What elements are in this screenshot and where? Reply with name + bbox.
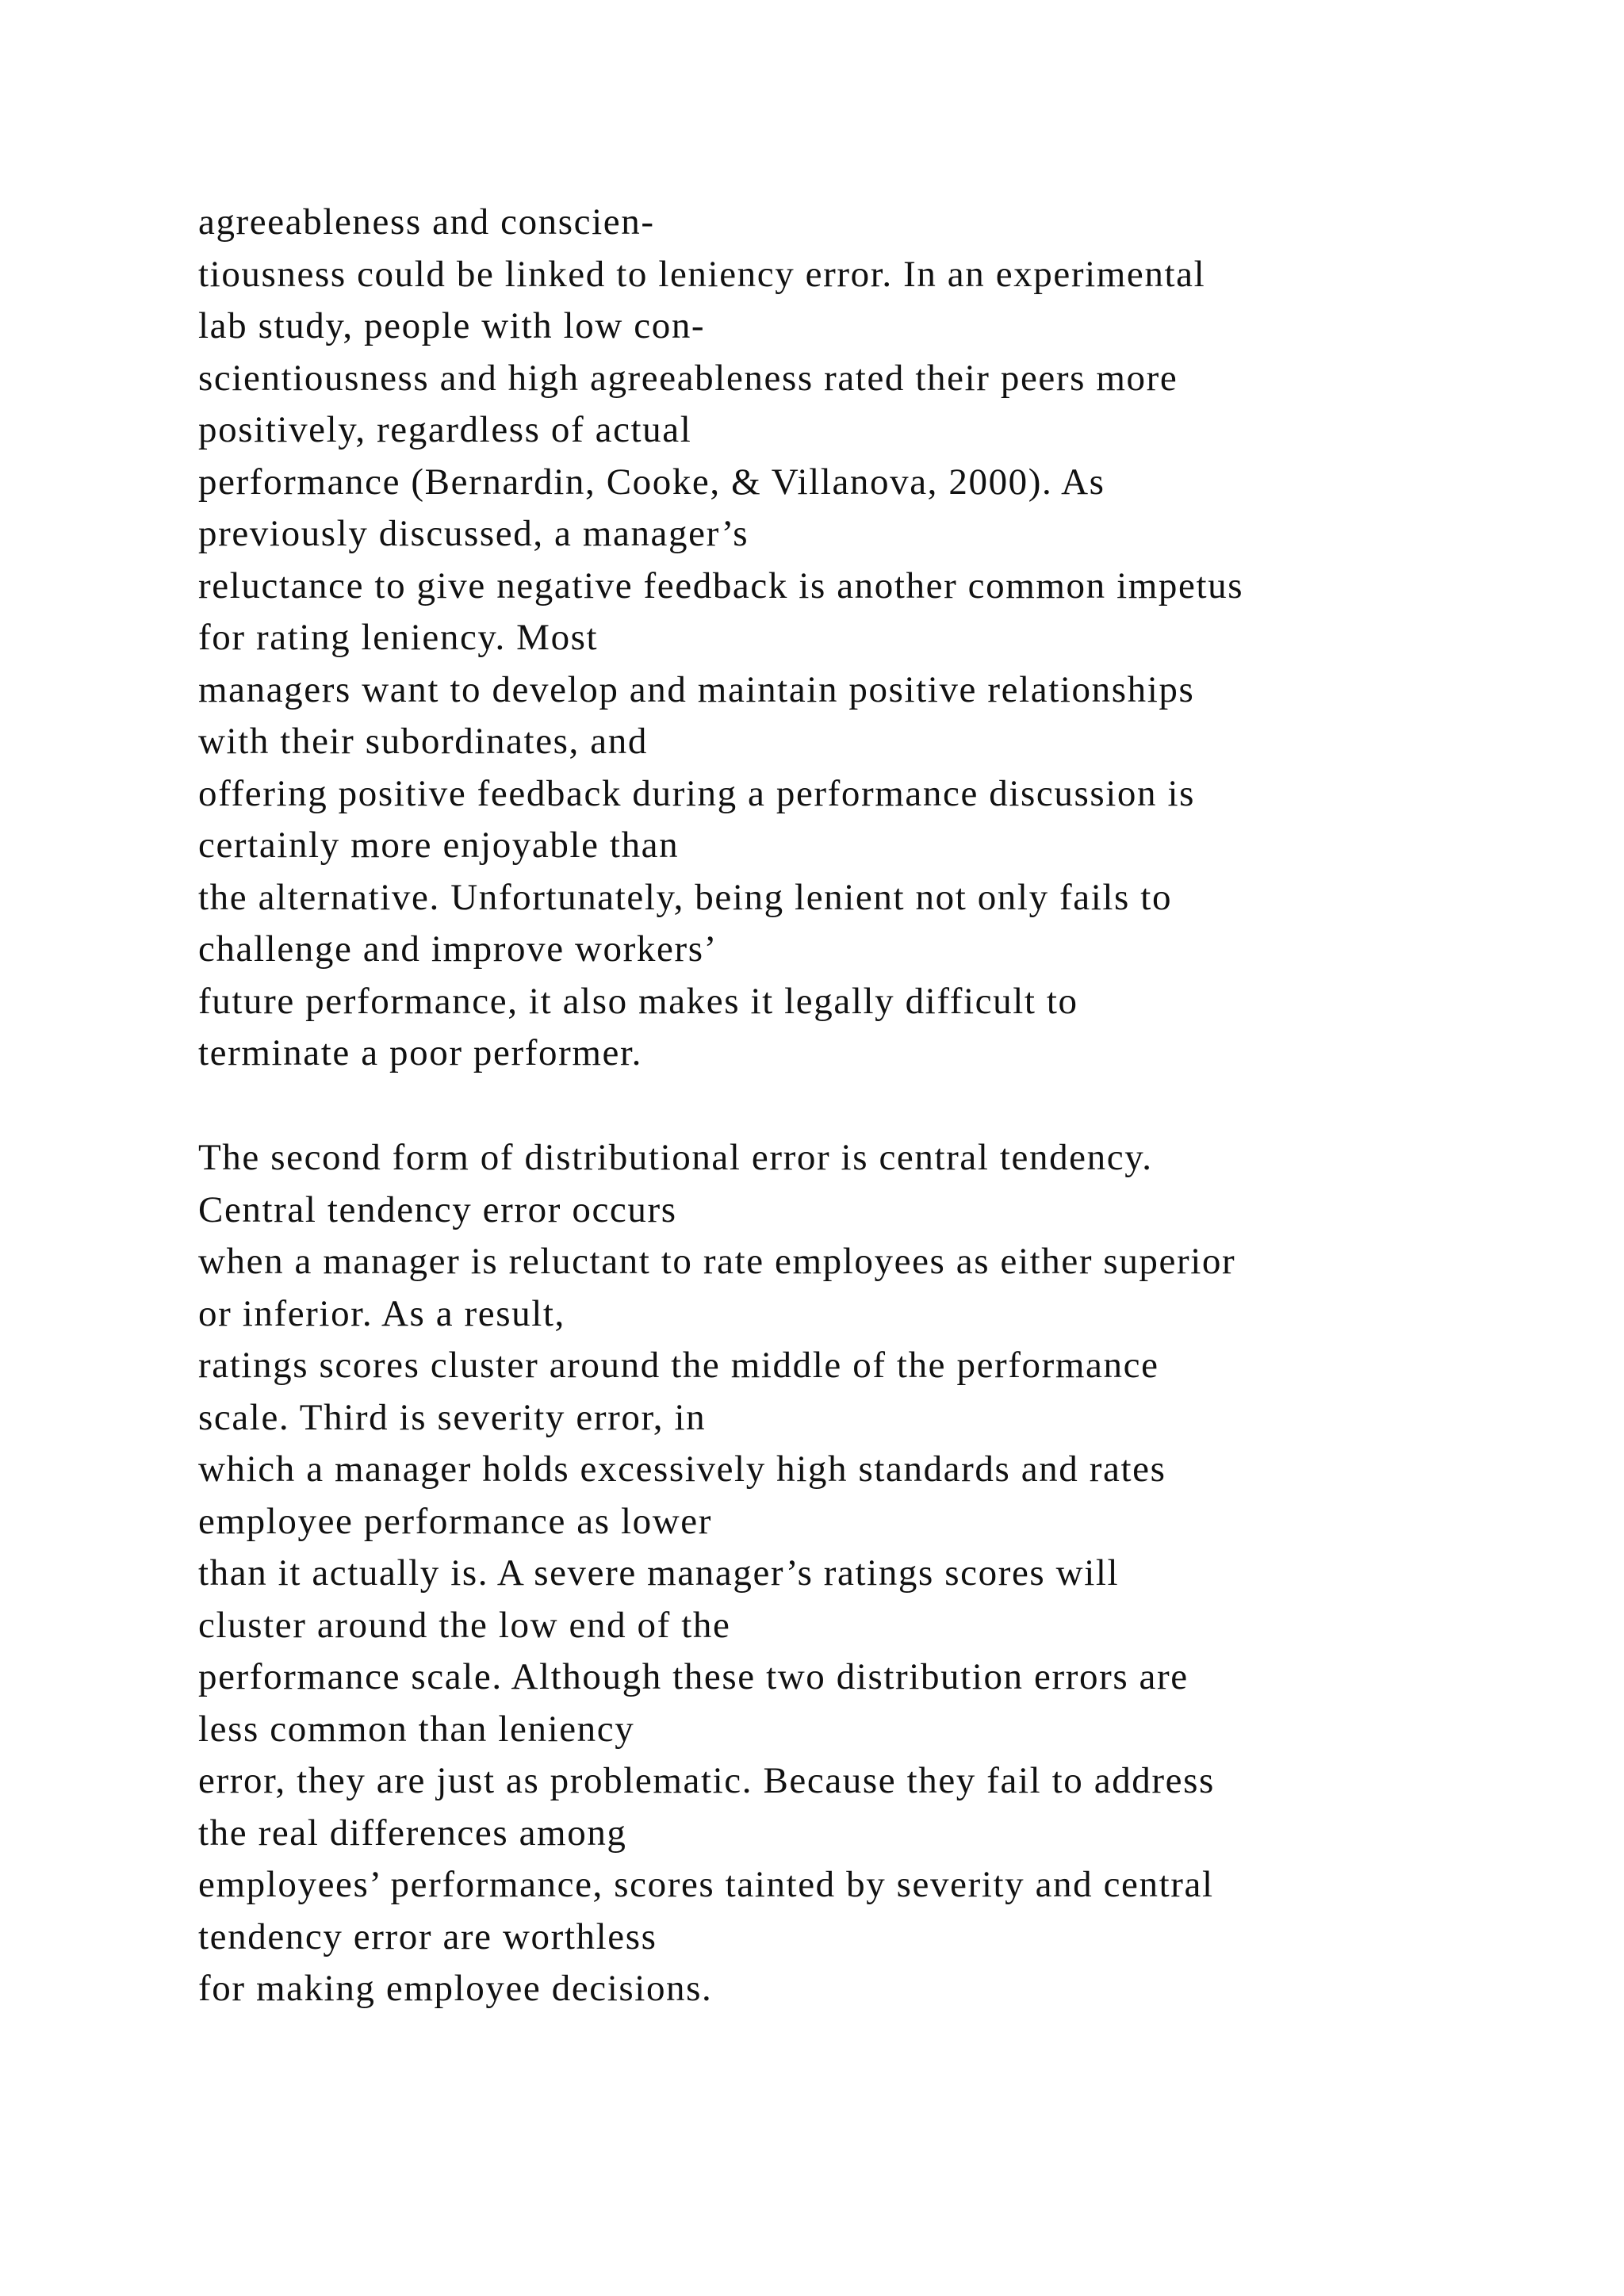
text-line: certainly more enjoyable than [198, 825, 680, 866]
text-line: agreeableness and conscien- [198, 201, 655, 243]
text-line: scale. Third is severity error, in [198, 1396, 707, 1438]
text-line: employees’ performance, scores tainted by severity and central [198, 1864, 1214, 1905]
text-line: employee performance as lower [198, 1500, 712, 1542]
text-line: when a manager is reluctant to rate employees as either superior [198, 1241, 1236, 1282]
text-line: cluster around the low end of the [198, 1604, 731, 1646]
text-line: reluctance to give negative feedback is another common impetus [198, 564, 1244, 607]
text-line: tendency error are worthless [198, 1915, 657, 1957]
text-line: The second form of distributional error is central tendency. [198, 1137, 1153, 1178]
text-line: challenge and improve workers’ [198, 928, 718, 970]
text-line: managers want to develop and maintain positive relationships [198, 668, 1195, 710]
text-line: scientiousness and high agreeableness rated their peers more [198, 357, 1178, 399]
text-line: for rating leniency. Most [198, 617, 599, 658]
text-line: performance (Bernardin, Cooke, & Villanova, 2000). As [198, 461, 1105, 503]
text-line: with their subordinates, and [198, 721, 648, 762]
text-line: terminate a poor performer. [198, 1032, 642, 1073]
paragraph-leniency [198, 197, 1546, 1080]
text-line: the alternative. Unfortunately, being lenient not only fails to [198, 876, 1173, 918]
text-line: which a manager holds excessively high standards and rates [198, 1448, 1166, 1490]
text-line: future performance, it also makes it legally difficult to [198, 980, 1078, 1022]
text-line: ratings scores cluster around the middle of the performance [198, 1345, 1159, 1386]
text-line: than it actually is. A severe manager’s ratings scores will [198, 1552, 1120, 1594]
text-line: for making employee decisions. [198, 1968, 713, 2009]
text-line: offering positive feedback during a performance discussion is [198, 772, 1196, 814]
text-line: tiousness could be linked to leniency error. In an experimental [198, 253, 1206, 295]
text-line: error, they are just as problematic. Because they fail to address [198, 1760, 1215, 1801]
paragraph-central-tendency [198, 1132, 1546, 2015]
text-line: performance scale. Although these two distribution errors are [198, 1656, 1189, 1697]
text-line: Central tendency error occurs [198, 1188, 677, 1230]
text-line: previously discussed, a manager’s [198, 513, 749, 554]
text-line: less common than leniency [198, 1708, 635, 1750]
text-line: lab study, people with low con- [198, 305, 706, 346]
text-line: positively, regardless of actual [198, 409, 692, 450]
text-line: or inferior. As a result, [198, 1292, 565, 1334]
text-line: the real differences among [198, 1812, 627, 1854]
